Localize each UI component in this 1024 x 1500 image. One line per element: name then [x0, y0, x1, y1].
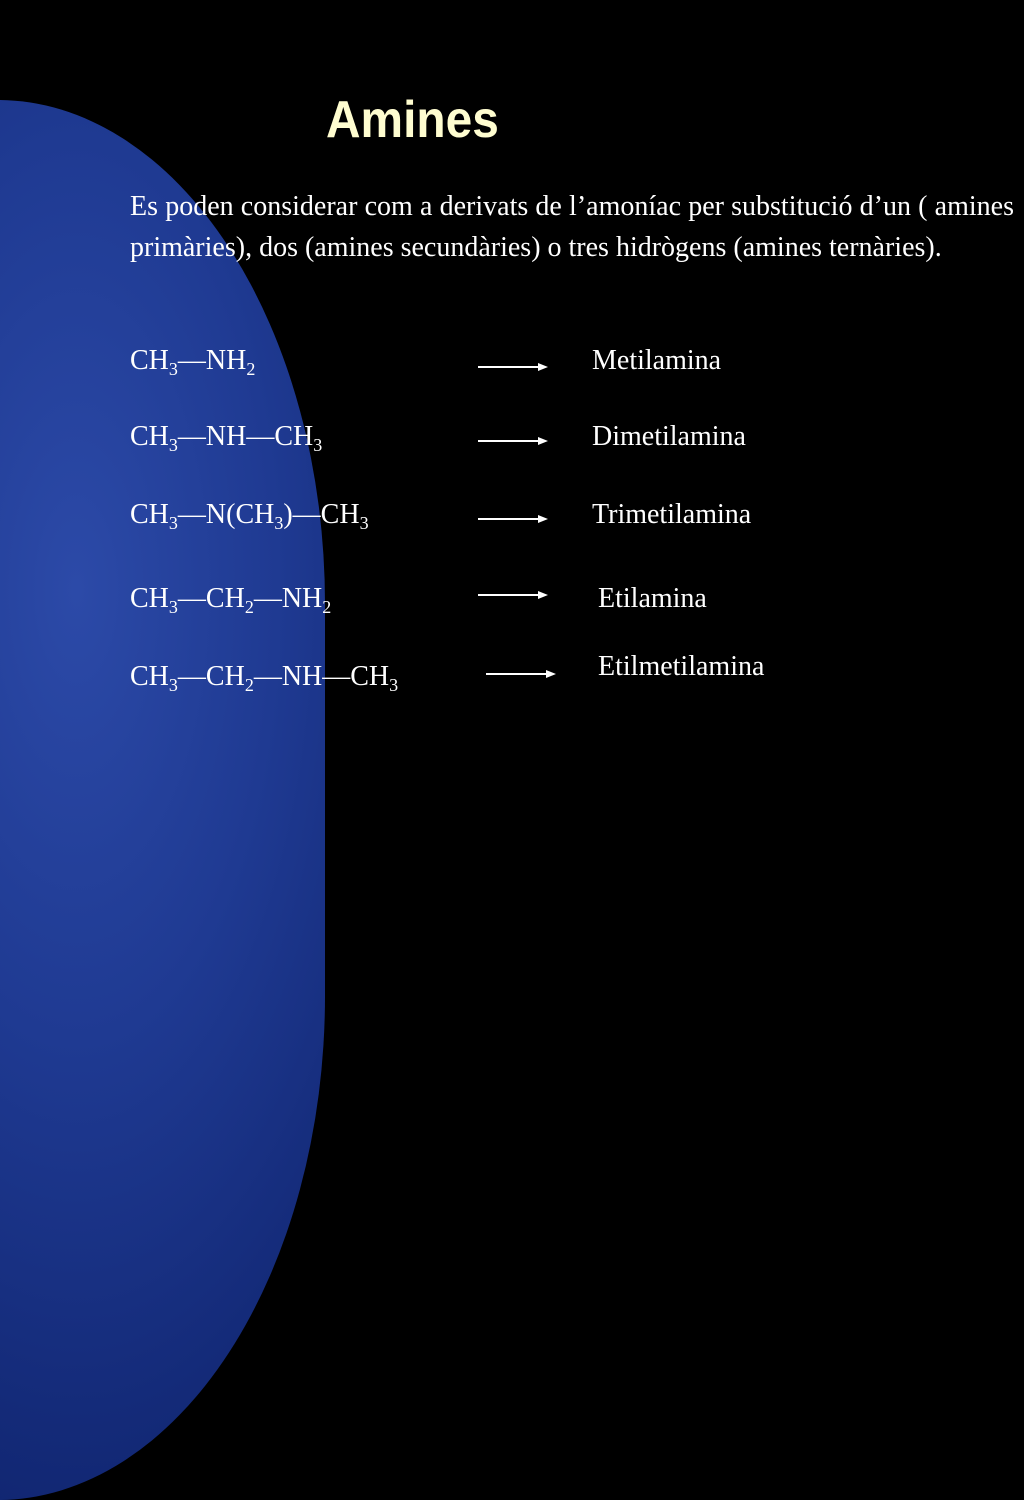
- formula-part: )—CH: [283, 499, 360, 530]
- formula-part: CH: [130, 661, 169, 692]
- compound-name-etilamina: Etilamina: [598, 583, 707, 614]
- compound-name-trimetilamina: Trimetilamina: [592, 499, 752, 530]
- formula-subscript: 3: [359, 513, 369, 533]
- formula-part: CH: [130, 421, 169, 452]
- formula-part: —NH: [253, 583, 323, 614]
- formula-subscript: 3: [274, 513, 284, 533]
- formula-etilmetilamina: [130, 660, 398, 694]
- formula-subscript: 2: [244, 597, 254, 617]
- formula-subscript: 2: [322, 597, 332, 617]
- intro-paragraph: Es poden considerar com a derivats de l’amoníac per substitució d’un ( amines primàries), dos (amines secundàries) o tres hidrògens (amines ternàries).: [130, 191, 1014, 263]
- compound-name-etilmetilamina: Etilmetilamina: [598, 651, 765, 682]
- formula-part: CH: [130, 345, 169, 376]
- formula-part: —N(CH: [177, 499, 275, 530]
- arrow-icon: [478, 434, 548, 448]
- formula-part: CH: [130, 499, 169, 530]
- formula-subscript: 2: [246, 359, 256, 379]
- formula-trimetilamina: [130, 498, 369, 532]
- formula-part: —NH: [177, 345, 247, 376]
- arrow-icon: [478, 512, 548, 526]
- formula-metilamina: [130, 344, 255, 378]
- compound-name-dimetilamina: Dimetilamina: [592, 421, 746, 452]
- slide-title: Amines: [326, 91, 499, 149]
- arrow-icon: [478, 588, 548, 602]
- formula-part: —NH—CH: [177, 421, 314, 452]
- formula-subscript: 3: [389, 675, 399, 695]
- arrow-icon: [478, 360, 548, 374]
- formula-part: —NH—CH: [253, 661, 390, 692]
- compound-name-metilamina: Metilamina: [592, 345, 722, 376]
- formula-subscript: 3: [168, 597, 178, 617]
- formula-subscript: 3: [168, 435, 178, 455]
- formula-subscript: 2: [244, 675, 254, 695]
- formula-subscript: 3: [313, 435, 323, 455]
- formula-subscript: 3: [168, 359, 178, 379]
- formula-part: —CH: [177, 661, 245, 692]
- arrow-icon: [486, 667, 556, 681]
- formula-subscript: 3: [168, 675, 178, 695]
- blue-background-shape: [0, 100, 325, 1500]
- formula-etilamina: [130, 582, 331, 616]
- formula-dimetilamina: [130, 420, 322, 454]
- formula-subscript: 3: [168, 513, 178, 533]
- formula-part: —CH: [177, 583, 245, 614]
- formula-part: CH: [130, 583, 169, 614]
